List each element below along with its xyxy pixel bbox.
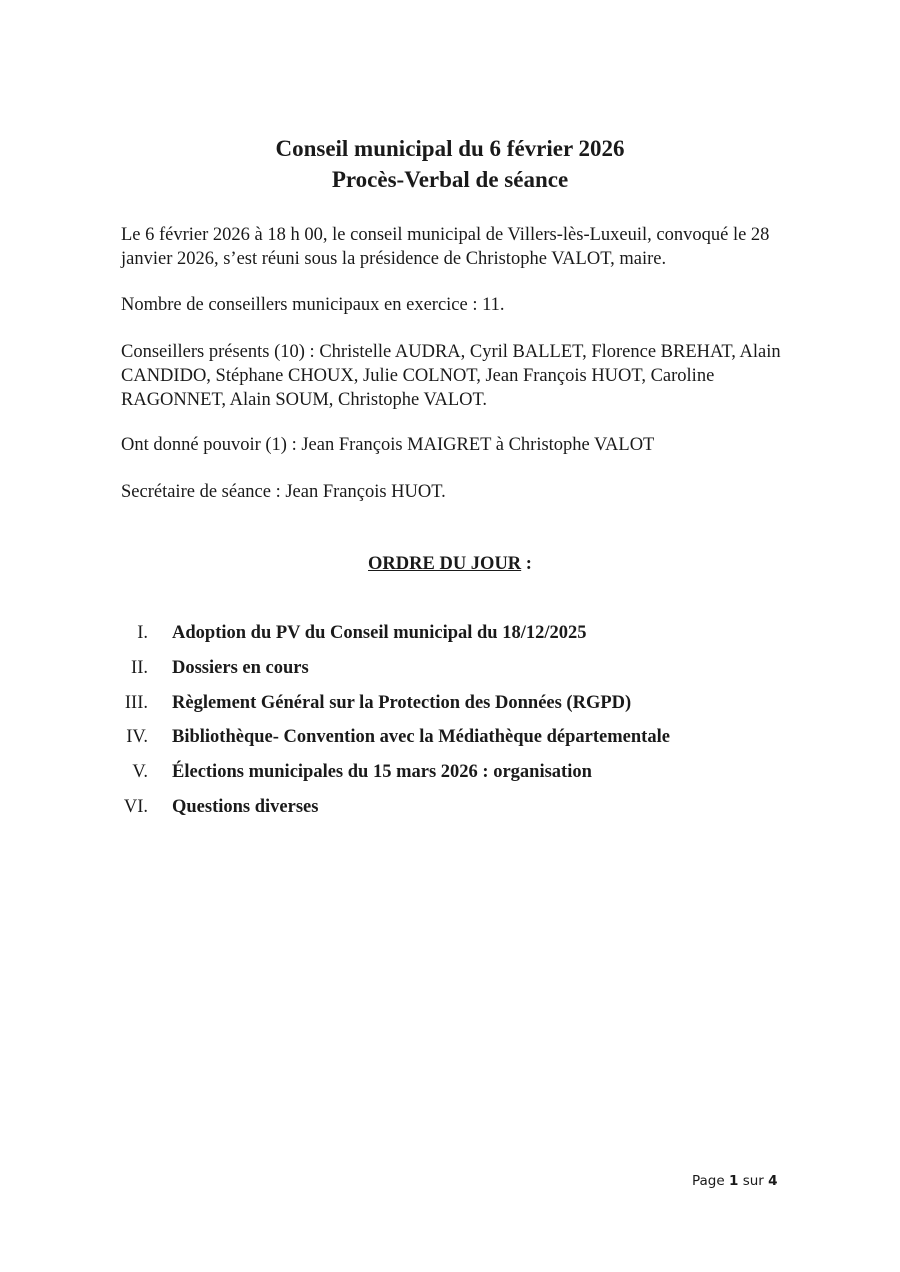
agenda-item-label: Élections municipales du 15 mars 2026 : organisation: [172, 762, 592, 783]
agenda-heading-suffix: :: [521, 554, 532, 574]
agenda-item-label: Questions diverses: [172, 796, 319, 817]
agenda-item-label: Règlement Général sur la Protection des Données (RGPD): [172, 692, 632, 713]
footer-current-page: 1: [728, 1173, 739, 1189]
present-councillors: Conseillers présents (10) : Christelle AUDRA, Cyril BALLET, Florence BREHAT, Alain CANDIDO, Stéphane CHOUX, Julie COLNOT, Jean François HUOT, Caroline RAGONNET, Alain SOUM, Christophe VALOT.: [121, 342, 781, 410]
agenda-item-number: I.: [137, 623, 148, 643]
document-title: [0, 133, 900, 195]
agenda-item-number: V.: [132, 762, 148, 783]
footer-page-word: Page: [692, 1173, 725, 1189]
proxy-statement: Ont donné pouvoir (1) : Jean François MAIGRET à Christophe VALOT: [121, 435, 655, 455]
agenda-item-label: Adoption du PV du Conseil municipal du 18/12/2025: [172, 623, 587, 643]
agenda-heading-text: ORDRE DU JOUR: [368, 554, 522, 574]
title-line-2: Procès-Verbal de séance: [331, 167, 569, 192]
agenda-item: [100, 621, 820, 656]
agenda-item: [100, 656, 820, 691]
agenda-item: [100, 691, 820, 726]
agenda-item-number: II.: [131, 657, 148, 678]
agenda-item: [100, 760, 820, 795]
agenda-item-number: IV.: [126, 727, 148, 748]
intro-paragraph: Le 6 février 2026 à 18 h 00, le conseil municipal de Villers-lès-Luxeuil, convoqué le 28 janvier 2026, s’est réuni sous la présidence de Christophe VALOT, maire.: [121, 225, 770, 269]
councillor-count: Nombre de conseillers municipaux en exercice : 11.: [121, 295, 505, 315]
footer-sur-word: sur: [742, 1173, 764, 1189]
agenda-item-number: VI.: [123, 796, 148, 817]
agenda-heading: [0, 552, 900, 576]
footer-total-pages: 4: [768, 1173, 778, 1189]
agenda-item-label: Bibliothèque- Convention avec la Médiathèque départementale: [172, 727, 670, 748]
agenda-item: [100, 725, 820, 760]
session-secretary: Secrétaire de séance : Jean François HUOT.: [121, 482, 446, 502]
agenda-item-number: III.: [124, 692, 148, 713]
title-line-1: Conseil municipal du 6 février 2026: [275, 136, 625, 161]
agenda-item: [100, 795, 820, 830]
agenda-list: [100, 621, 820, 830]
page-footer: [692, 1171, 778, 1191]
agenda-item-label: Dossiers en cours: [172, 657, 309, 678]
